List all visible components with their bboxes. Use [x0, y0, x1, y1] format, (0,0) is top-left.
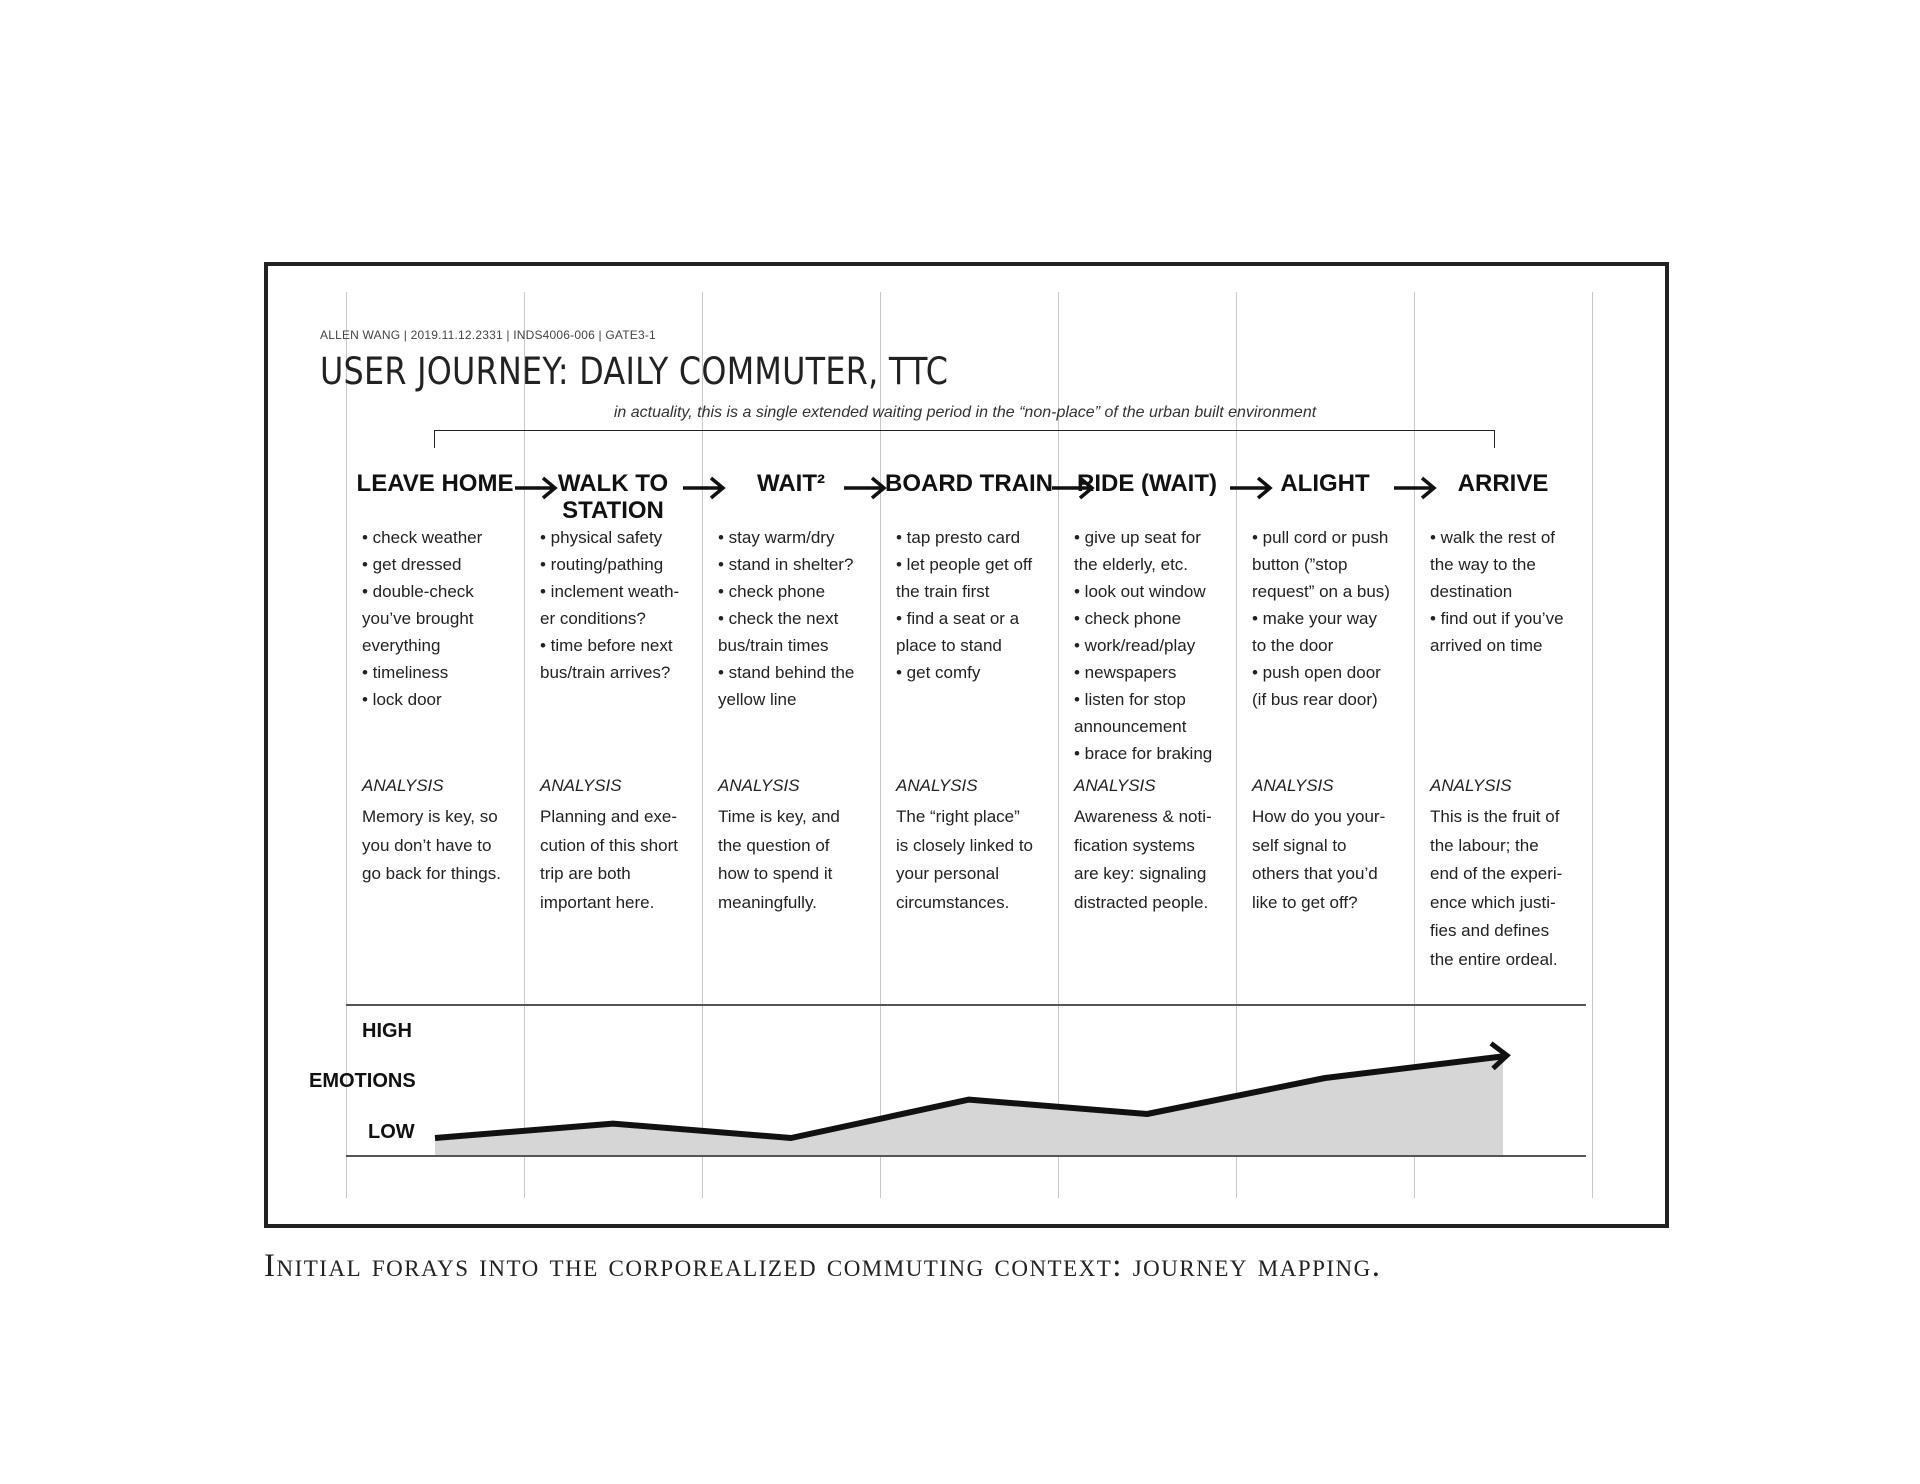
analysis-line: The “right place”: [896, 807, 1020, 826]
bullet-item: er conditions?: [540, 609, 646, 628]
bullet-item: • pull cord or push: [1252, 528, 1389, 547]
bullet-item: request” on a bus): [1252, 582, 1390, 601]
bullet-item: yellow line: [718, 690, 797, 709]
analysis-line: others that you’d: [1252, 864, 1378, 883]
bullet-item: you’ve brought: [362, 609, 474, 628]
analysis-line: your personal: [896, 864, 1000, 883]
bullet-item: announcement: [1074, 717, 1187, 736]
analysis-line: How do you your-: [1252, 807, 1386, 826]
analysis-line: the entire ordeal.: [1430, 949, 1558, 969]
bullet-item: • push open door: [1252, 663, 1381, 682]
bullet-item: button (”stop: [1252, 555, 1348, 574]
page-title: USER JOURNEY: DAILY COMMUTER, TTC: [320, 350, 949, 393]
analysis-line: ence which justi-: [1430, 892, 1556, 912]
bullet-item: • newspapers: [1074, 663, 1177, 682]
bullet-item: • give up seat for: [1074, 528, 1201, 547]
bullet-item: • brace for braking: [1074, 744, 1213, 763]
bullet-item: • stay warm/dry: [718, 528, 835, 547]
stage-title-wait: WAIT²: [757, 470, 825, 497]
analysis-line: Time is key, and: [718, 807, 840, 826]
bullet-item: • get dressed: [362, 555, 462, 574]
emotion-area: [435, 1056, 1503, 1155]
analysis-line: important here.: [540, 892, 655, 912]
analysis-label: ANALYSIS: [362, 776, 444, 795]
bullet-item: • work/read/play: [1074, 636, 1196, 655]
analysis-line: self signal to: [1252, 835, 1347, 855]
analysis-line: Planning and exe-: [540, 807, 678, 826]
figure-caption: Initial forays into the corporealized commuting context: journey mapping.: [264, 1248, 1382, 1284]
bullet-item: bus/train arrives?: [540, 663, 671, 682]
analysis-line: how to spend it: [718, 864, 833, 883]
bullet-item: (if bus rear door): [1252, 690, 1378, 709]
emotion-low-label: LOW: [368, 1121, 415, 1143]
analysis-line: cution of this short: [540, 835, 678, 855]
analysis-line: are key: signaling: [1074, 864, 1207, 883]
stage-title-alight: ALIGHT: [1280, 470, 1370, 497]
bullet-item: • look out window: [1074, 582, 1206, 601]
analysis-line: This is the fruit of: [1430, 807, 1560, 826]
analysis-line: fies and defines: [1430, 921, 1550, 940]
bullet-item: destination: [1430, 582, 1513, 601]
bullet-item: • stand in shelter?: [718, 555, 854, 574]
bullet-item: • find out if you’ve: [1430, 609, 1564, 628]
bullet-item: • let people get off: [896, 555, 1033, 574]
bullet-item: • tap presto card: [896, 528, 1021, 547]
bullet-item: • walk the rest of: [1430, 528, 1556, 547]
analysis-label: ANALYSIS: [718, 776, 800, 795]
analysis-line: trip are both: [540, 864, 631, 883]
analysis-label: ANALYSIS: [540, 776, 622, 795]
bullet-item: • listen for stop: [1074, 690, 1186, 709]
analysis-line: like to get off?: [1252, 892, 1358, 912]
bullet-item: • routing/pathing: [540, 555, 664, 574]
bullet-item: everything: [362, 636, 441, 655]
bullet-item: • time before next: [540, 636, 673, 655]
stage-title-leave-home: LEAVE HOME: [356, 470, 514, 497]
stage-title-line: WALK TO: [557, 470, 669, 497]
analysis-line: circumstances.: [896, 892, 1010, 912]
analysis-line: Awareness & noti-: [1074, 807, 1212, 826]
bullet-item: • inclement weath-: [540, 582, 680, 601]
bullet-item: the elderly, etc.: [1074, 555, 1189, 574]
analysis-label: ANALYSIS: [896, 776, 978, 795]
stage-title-arrive: ARRIVE: [1457, 470, 1549, 497]
bullet-item: the way to the: [1430, 555, 1536, 574]
analysis-line: the labour; the: [1430, 835, 1539, 855]
analysis-label: ANALYSIS: [1074, 776, 1156, 795]
bullet-item: • stand behind the: [718, 663, 855, 682]
emotion-high-label: HIGH: [362, 1020, 412, 1042]
bullet-item: • timeliness: [362, 663, 449, 682]
bullet-item: place to stand: [896, 636, 1002, 655]
bullet-item: • find a seat or a: [896, 609, 1020, 628]
stage-title-ride: RIDE (WAIT): [1077, 470, 1217, 497]
analysis-line: distracted people.: [1074, 892, 1209, 912]
bullet-item: • physical safety: [540, 528, 663, 547]
bullet-item: • get comfy: [896, 663, 981, 682]
bullet-item: • double-check: [362, 582, 474, 601]
bullet-item: arrived on time: [1430, 636, 1543, 655]
bullet-item: the train first: [896, 582, 990, 601]
analysis-line: meaningfully.: [718, 892, 817, 912]
analysis-line: is closely linked to: [896, 835, 1034, 855]
stage-title-line: STATION: [562, 497, 664, 524]
analysis-label: ANALYSIS: [1252, 776, 1334, 795]
bullet-item: • make your way: [1252, 609, 1377, 628]
analysis-line: go back for things.: [362, 864, 501, 883]
bullet-item: • check weather: [362, 528, 483, 547]
analysis-line: Memory is key, so: [362, 807, 498, 826]
meta-line: ALLEN WANG | 2019.11.12.2331 | INDS4006-006 | GATE3-1: [320, 328, 656, 342]
stage-title-board-train: BOARD TRAIN: [885, 470, 1053, 497]
bullet-item: • check phone: [1074, 609, 1182, 628]
analysis-line: you don’t have to: [362, 835, 492, 855]
bullet-item: to the door: [1252, 636, 1334, 655]
bullet-item: • lock door: [362, 690, 442, 709]
analysis-line: fication systems: [1074, 835, 1195, 855]
emotion-axis-label: EMOTIONS: [309, 1070, 416, 1092]
analysis-line: end of the experi-: [1430, 864, 1563, 883]
bullet-item: bus/train times: [718, 636, 829, 655]
analysis-line: the question of: [718, 835, 830, 855]
bullet-item: • check the next: [718, 609, 839, 628]
bullet-item: • check phone: [718, 582, 826, 601]
analysis-label: ANALYSIS: [1430, 776, 1512, 795]
subtitle: in actuality, this is a single extended waiting period in the “non-place” of the urban built environment: [613, 404, 1317, 421]
